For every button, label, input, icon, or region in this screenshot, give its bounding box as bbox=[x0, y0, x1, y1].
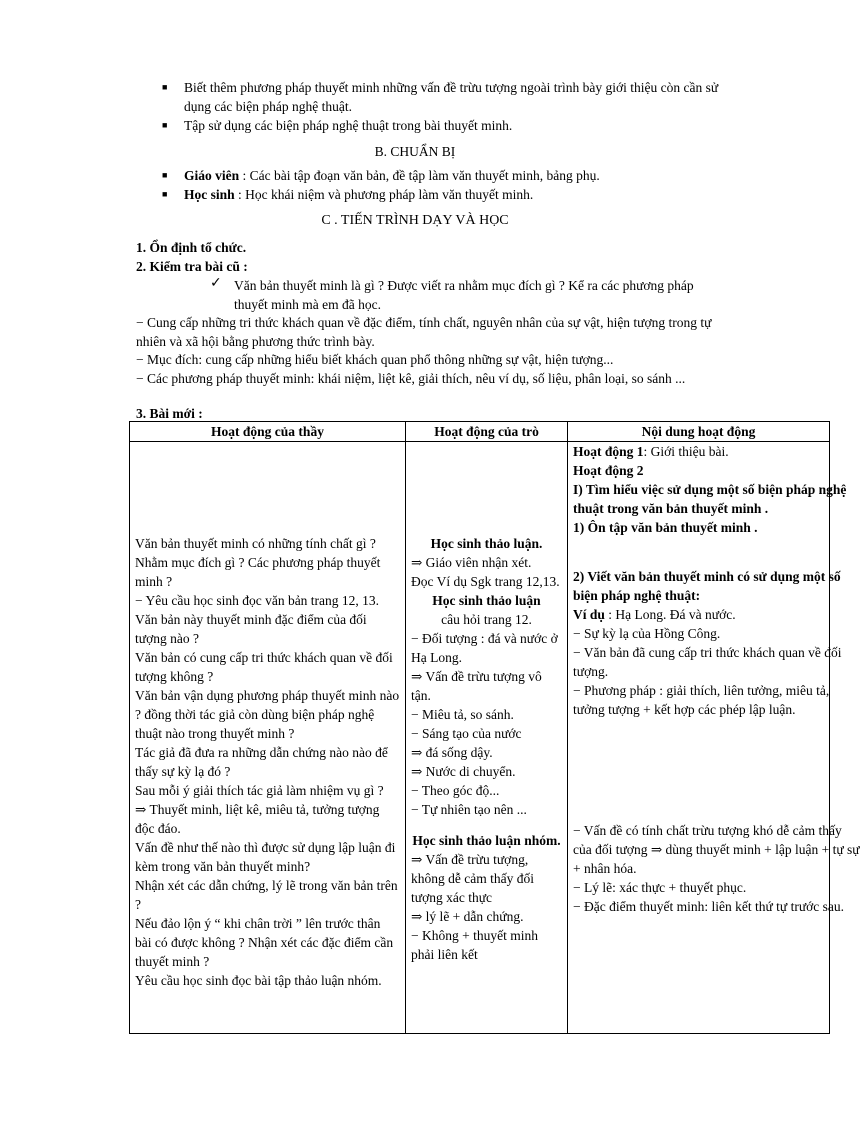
answer-3: − Các phương pháp thuyết minh: khái niệm, liệt kê, giải thích, nêu ví dụ, số liệu, phân loại, so sánh ... bbox=[136, 371, 686, 386]
table-header-row bbox=[130, 422, 830, 442]
student-item: − Đối tượng : đá và nước ở Hạ Long. bbox=[411, 631, 558, 665]
content-review: 1) Ôn tập văn bản thuyết minh . bbox=[573, 520, 758, 535]
check-icon: ✓ bbox=[210, 275, 222, 291]
content-activity-text: : Giới thiệu bài. bbox=[643, 444, 729, 459]
student-subheading: câu hỏi trang 12. bbox=[441, 612, 532, 627]
student-item: ⇒ Nước di chuyển. bbox=[411, 764, 516, 779]
prep-item-teacher bbox=[160, 166, 730, 185]
student-item: ⇒ Giáo viên nhận xét. bbox=[411, 555, 532, 570]
header-teacher: Hoạt động của thầy bbox=[130, 422, 406, 442]
content-item: − Lý lẽ: xác thực + thuyết phục. bbox=[573, 880, 747, 895]
header-content: Nội dung hoạt động bbox=[568, 422, 830, 442]
student-heading: Học sinh thảo luận. bbox=[430, 536, 543, 551]
teacher-item: Yêu cầu học sinh đọc bài tập thảo luận nhóm. bbox=[135, 973, 382, 988]
teacher-item: ⇒ Thuyết minh, liệt kê, miêu tả, tưởng tượng độc đáo. bbox=[135, 802, 380, 836]
teacher-item: Văn bản vận dụng phương pháp thuyết minh nào ? đồng thời tác giả còn dùng biện pháp nghệ thuật nào trong thuyết minh ? bbox=[135, 688, 400, 741]
content-item: − Sự kỳ lạ của Hồng Công. bbox=[573, 626, 721, 641]
teacher-item: Văn bản có cung cấp tri thức khách quan về đối tượng không ? bbox=[135, 650, 393, 684]
content-item: − Văn bản đã cung cấp tri thức khách quan về đối tượng. bbox=[573, 645, 842, 679]
teacher-item: Tác giả đã đưa ra những dẫn chứng nào nào để thấy sự kỳ lạ đó ? bbox=[135, 745, 388, 779]
student-item: − Không + thuyết minh phải liên kết bbox=[411, 928, 538, 962]
student-item: Đọc Ví dụ Sgk trang 12,13. bbox=[411, 574, 560, 589]
header-student: Hoạt động của trò bbox=[406, 422, 568, 442]
section-b-heading: B. CHUẨN BỊ bbox=[374, 144, 456, 159]
step-2: 2. Kiểm tra bài cũ : bbox=[136, 259, 248, 274]
prep-item-student bbox=[160, 185, 730, 204]
teacher-item: Sau mỗi ý giải thích tác giả làm nhiệm vụ gì ? bbox=[135, 783, 384, 798]
student-item: ⇒ Vấn đề trừu tượng vô tận. bbox=[411, 669, 542, 703]
step-3: 3. Bài mới : bbox=[136, 406, 203, 421]
content-activity-1 bbox=[573, 442, 829, 461]
teacher-item: Vấn đề như thế nào thì được sử dụng lập luận đi kèm trong văn bản thuyết minh? bbox=[135, 840, 396, 874]
content-example bbox=[573, 605, 829, 624]
student-item: − Tự nhiên tạo nên ... bbox=[411, 802, 527, 817]
prep-label: Học sinh bbox=[184, 187, 235, 202]
table-body-row bbox=[130, 442, 830, 1034]
student-heading: Học sinh thảo luận nhóm. bbox=[412, 833, 561, 848]
content-part-1: I) Tìm hiểu việc sử dụng một số biện pháp nghệ thuật trong văn bản thuyết minh . bbox=[573, 482, 847, 516]
answer-2: − Mục đích: cung cấp những hiểu biết khách quan phổ thông những sự vật, hiện tượng... bbox=[136, 352, 614, 367]
student-item: − Sáng tạo của nước bbox=[411, 726, 522, 741]
student-item: ⇒ Vấn đề trừu tượng, không dễ cảm thấy đối tượng xác thực bbox=[411, 852, 534, 905]
content-item: − Phương pháp : giải thích, liên tưởng, miêu tả, tưởng tượng + kết hợp các phép lập luận. bbox=[573, 683, 830, 717]
student-item: − Theo góc độ... bbox=[411, 783, 500, 798]
answer-1: − Cung cấp những tri thức khách quan về đặc điểm, tính chất, nguyên nhân của sự vật, hiện tượng trong tự nhiên và xã hội bằng phương thức trình bày. bbox=[136, 315, 712, 349]
content-activity-2: Hoạt động 2 bbox=[573, 463, 644, 478]
content-item: − Đặc điểm thuyết minh: liên kết thứ tự trước sau. bbox=[573, 899, 845, 914]
teacher-cell bbox=[130, 442, 406, 1034]
teacher-item: Nhận xét các dẫn chứng, lý lẽ trong văn bản trên ? bbox=[135, 878, 398, 912]
goal-item: ■ Biết thêm phương pháp thuyết minh những vấn đề trừu tượng ngoài trình bày giới thiệu còn cần sử dụng các biện pháp nghệ thuật. bbox=[160, 78, 730, 116]
student-cell bbox=[406, 442, 568, 1034]
content-part-2: 2) Viết văn bản thuyết minh có sử dụng một số biện pháp nghệ thuật: bbox=[573, 569, 841, 603]
content-cell bbox=[568, 442, 860, 1034]
student-item: ⇒ lý lẽ + dẫn chứng. bbox=[411, 909, 524, 924]
teacher-item: Văn bản thuyết minh có những tính chất gì ? Nhằm mục đích gì ? Các phương pháp thuyết minh ? bbox=[135, 536, 381, 589]
student-item: ⇒ đá sống dậy. bbox=[411, 745, 493, 760]
prep-text: : Học khái niệm và phương pháp làm văn thuyết minh. bbox=[234, 187, 534, 202]
content-example-text: : Hạ Long. Đá và nước. bbox=[604, 607, 736, 622]
section-c-heading: C . TIẾN TRÌNH DẠY VÀ HỌC bbox=[321, 213, 509, 228]
teacher-item: Nếu đảo lộn ý “ khi chân trời ” lên trước thân bài có được không ? Nhận xét các đặc điểm cần thuyết minh ? bbox=[135, 916, 394, 969]
check-question: Văn bản thuyết minh là gì ? Được viết ra nhằm mục đích gì ? Kể ra các phương pháp thuyết minh mà em đã học. bbox=[234, 278, 694, 312]
goals-list bbox=[160, 78, 730, 135]
content-item: − Vấn đề có tính chất trừu tượng khó dễ cảm thấy của đối tượng ⇒ dùng thuyết minh + lập luận + tự sự + nhân hóa. bbox=[573, 823, 860, 876]
step-1: 1. Ổn định tổ chức. bbox=[136, 240, 247, 255]
content-example-label: Ví dụ bbox=[573, 607, 605, 622]
content-activity-label: Hoạt động 1 bbox=[573, 444, 644, 459]
lesson-table bbox=[129, 421, 860, 1034]
prep-text: : Các bài tập đoạn văn bản, đề tập làm văn thuyết minh, bảng phụ. bbox=[239, 168, 600, 183]
teacher-item: − Yêu cầu học sinh đọc văn bản trang 12, 13. Văn bản này thuyết minh đặc điểm của đối tượng nào ? bbox=[135, 593, 380, 646]
student-heading: Học sinh thảo luận bbox=[432, 593, 541, 608]
student-item: − Miêu tả, so sánh. bbox=[411, 707, 514, 722]
prep-list bbox=[160, 166, 730, 204]
prep-label: Giáo viên bbox=[184, 168, 240, 183]
goal-item: ■ Tập sử dụng các biện pháp nghệ thuật trong bài thuyết minh. bbox=[160, 116, 730, 135]
